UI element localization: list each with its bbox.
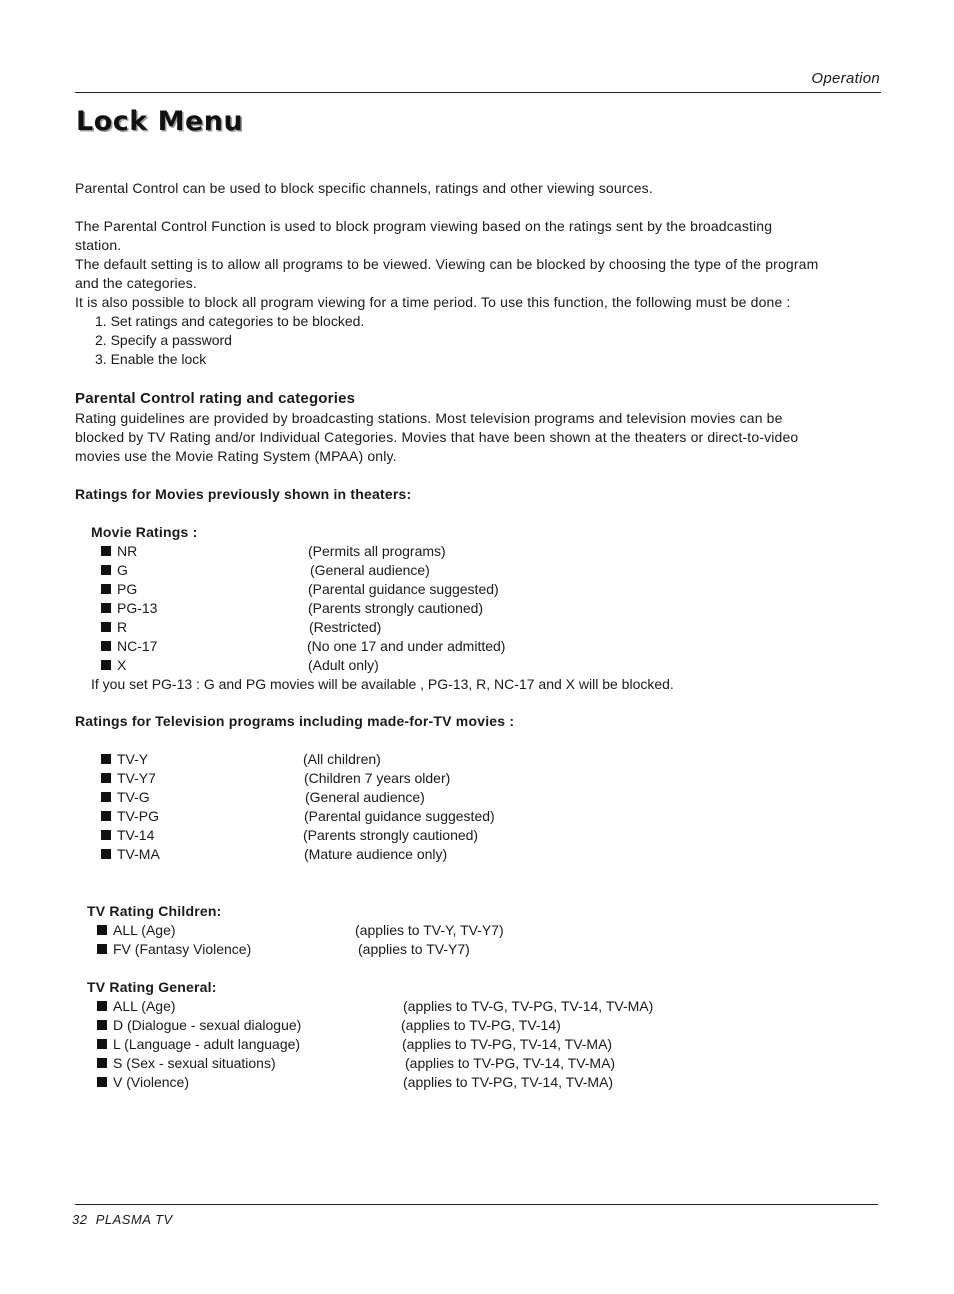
- list-item: NC-17 (No one 17 and under admitted): [101, 637, 601, 656]
- intro-line: It is also possible to block all program viewing for a time period. To use this function, the following must be done :: [75, 294, 791, 310]
- list-item: TV-MA (Mature audience only): [101, 845, 601, 864]
- list-item: TV-14 (Parents strongly cautioned): [101, 826, 601, 845]
- page-footer: [72, 1212, 173, 1227]
- bullet-square-icon: [101, 773, 111, 783]
- list-item: ALL (Age) (applies to TV-Y, TV-Y7): [97, 921, 597, 940]
- bullet-square-icon: [101, 660, 111, 670]
- intro-line: The Parental Control Function is used to block program viewing based on the ratings sent by the broadcasting: [75, 218, 773, 234]
- bullet-square-icon: [97, 1077, 107, 1087]
- intro-paragraph: Parental Control can be used to block specific channels, ratings and other viewing sources.: [75, 180, 653, 196]
- list-item: TV-Y (All children): [101, 750, 601, 769]
- tv-general-list: [97, 997, 697, 1092]
- bullet-square-icon: [101, 641, 111, 651]
- list-item: G (General audience): [101, 561, 601, 580]
- page-title: Lock Menu: [76, 106, 244, 137]
- bullet-square-icon: [101, 546, 111, 556]
- tv-general-heading: TV Rating General:: [87, 979, 217, 995]
- list-item: TV-PG (Parental guidance suggested): [101, 807, 601, 826]
- bullet-square-icon: [101, 811, 111, 821]
- list-item: PG-13 (Parents strongly cautioned): [101, 599, 601, 618]
- list-item: V (Violence) (applies to TV-PG, TV-14, TV-MA): [97, 1073, 697, 1092]
- bullet-square-icon: [101, 849, 111, 859]
- tv-children-list: [97, 921, 597, 959]
- bullet-square-icon: [101, 603, 111, 613]
- tv-heading: Ratings for Television programs including made-for-TV movies :: [75, 713, 515, 729]
- tv-children-heading: TV Rating Children:: [87, 903, 222, 919]
- intro-line: The default setting is to allow all programs to be viewed. Viewing can be blocked by choosing the type of the program: [75, 256, 819, 272]
- bullet-square-icon: [101, 792, 111, 802]
- list-item: X (Adult only): [101, 656, 601, 675]
- header-rule: [75, 92, 881, 93]
- step-item: 3. Enable the lock: [95, 351, 207, 367]
- bullet-square-icon: [97, 944, 107, 954]
- movies-heading: Ratings for Movies previously shown in theaters:: [75, 486, 412, 502]
- movie-ratings-note: If you set PG-13 : G and PG movies will be available , PG-13, R, NC-17 and X will be blocked.: [91, 676, 674, 692]
- list-item: TV-Y7 (Children 7 years older): [101, 769, 601, 788]
- bullet-square-icon: [101, 754, 111, 764]
- tv-ratings-list: [101, 750, 601, 864]
- bullet-square-icon: [97, 1039, 107, 1049]
- page-number: 32: [72, 1212, 88, 1227]
- list-item: FV (Fantasy Violence) (applies to TV-Y7): [97, 940, 597, 959]
- parental-line: blocked by TV Rating and/or Individual Categories. Movies that have been shown at the theaters or direct-to-video: [75, 429, 799, 445]
- list-item: L (Language - adult language) (applies to TV-PG, TV-14, TV-MA): [97, 1035, 697, 1054]
- list-item: S (Sex - sexual situations) (applies to TV-PG, TV-14, TV-MA): [97, 1054, 697, 1073]
- section-label: Operation: [811, 70, 880, 87]
- movie-ratings-subheading: Movie Ratings :: [91, 524, 198, 540]
- bullet-square-icon: [101, 830, 111, 840]
- bullet-square-icon: [97, 925, 107, 935]
- list-item: PG (Parental guidance suggested): [101, 580, 601, 599]
- list-item: TV-G (General audience): [101, 788, 601, 807]
- list-item: R (Restricted): [101, 618, 601, 637]
- parental-line: Rating guidelines are provided by broadcasting stations. Most television programs and television movies can be: [75, 410, 783, 426]
- intro-line: and the categories.: [75, 275, 197, 291]
- parental-heading: Parental Control rating and categories: [75, 390, 356, 407]
- movie-ratings-list: [101, 542, 601, 675]
- list-item: D (Dialogue - sexual dialogue) (applies to TV-PG, TV-14): [97, 1016, 697, 1035]
- bullet-square-icon: [97, 1001, 107, 1011]
- intro-line: station.: [75, 237, 122, 253]
- footer-rule: [75, 1204, 878, 1205]
- bullet-square-icon: [101, 565, 111, 575]
- bullet-square-icon: [97, 1020, 107, 1030]
- parental-line: movies use the Movie Rating System (MPAA) only.: [75, 448, 397, 464]
- list-item: NR (Permits all programs): [101, 542, 601, 561]
- bullet-square-icon: [101, 584, 111, 594]
- list-item: ALL (Age) (applies to TV-G, TV-PG, TV-14, TV-MA): [97, 997, 697, 1016]
- bullet-square-icon: [97, 1058, 107, 1068]
- bullet-square-icon: [101, 622, 111, 632]
- product-name: PLASMA TV: [95, 1212, 173, 1227]
- step-item: 2. Specify a password: [95, 332, 232, 348]
- step-item: 1. Set ratings and categories to be blocked.: [95, 313, 365, 329]
